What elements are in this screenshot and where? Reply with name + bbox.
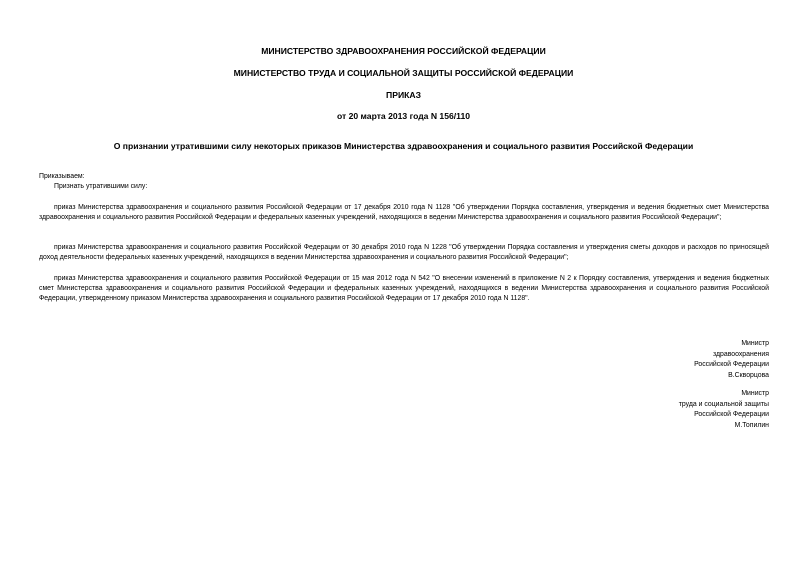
document-title: О признании утратившими силу некоторых приказов Министерства здравоохранения и социального развития Российской Федерации [113,141,694,151]
order-intro [39,172,769,192]
recognize-line: Признать утратившими силу: [54,183,148,190]
paragraph-2: приказ Министерства здравоохранения и социального развития Российской Федерации от 30 декабря 2010 года N 1228 "Об утверждении Порядка составления и утверждения сметы доходов и расходов по приносящей доход деятельности федеральных казенных учреждений, находящихся в ведении Министерства здравоохранения и социального развития Российской Федерации"; [39,244,769,261]
signature-name: М.Топилин [734,421,769,429]
signature-position: Российской Федерации [694,411,769,418]
ministry-health-heading: МИНИСТЕРСТВО ЗДРАВООХРАНЕНИЯ РОССИЙСКОЙ ФЕДЕРАЦИИ [261,46,546,56]
signature-position: здравоохранения [713,350,769,358]
signature-position: Министр [741,340,769,347]
paragraph-3: приказ Министерства здравоохранения и социального развития Российской Федерации от 15 мая 2012 года N 542 "О внесении изменений в приложение N 2 к Порядку составления, утверждения и ведения бюджетных смет Министерства здравоохранения и социального развития Российской Федерации и федеральных казенных учреждений, находящихся в ведении Министерства здравоохранения и социального развития Российской Федерации, утвержденному приказом Министерства здравоохранения и социального развития Российской Федерации от 17 декабря 2010 года N 1128". [39,275,769,302]
ministry-labor-heading: МИНИСТЕРСТВО ТРУДА И СОЦИАЛЬНОЙ ЗАЩИТЫ РОССИЙСКОЙ ФЕДЕРАЦИИ [233,68,574,78]
signature-position: труда и социальной защиты [678,400,769,408]
order-word: Приказываем: [39,173,85,180]
signature-position: Российской Федерации [694,361,769,368]
signature-position: Министр [741,390,769,397]
signature-block-labor [569,389,769,431]
paragraph-1: приказ Министерства здравоохранения и социального развития Российской Федерации от 17 декабря 2010 года N 1128 "Об утверждении Порядка составления, утверждения и ведения бюджетных смет Министерства здравоохранения и социального развития Российской Федерации и федеральных казенных учреждений, находящихся в ведении Министерства здравоохранения и социального развития Российской Федерации"; [39,204,769,221]
document-type: ПРИКАЗ [386,90,421,100]
signature-block-health [569,339,769,381]
document-date-number: от 20 марта 2013 года N 156/110 [336,111,471,121]
signature-name: В.Скворцова [728,371,769,379]
